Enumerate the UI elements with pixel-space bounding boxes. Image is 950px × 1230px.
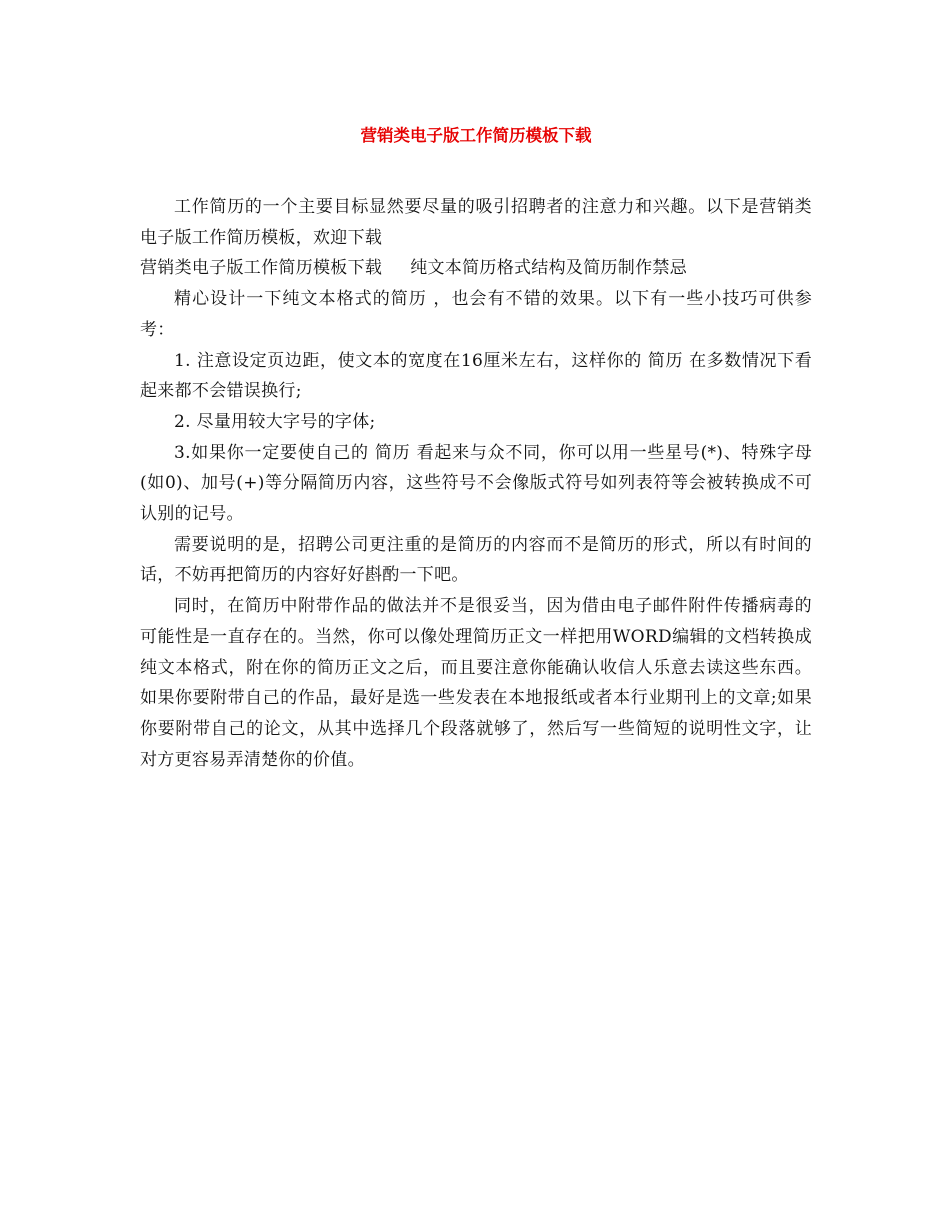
related-link-plain-text-format[interactable]: 纯文本简历格式结构及简历制作禁忌 xyxy=(410,258,688,279)
paragraph-tip-1: 1. 注意设定页边距，使文本的宽度在16厘米左右，这样你的 简历 在多数情况下看起来都不会错误换行; xyxy=(140,350,812,402)
paragraph-tip-3: 3.如果你一定要使自己的 简历 看起来与众不同，你可以用一些星号(*)、特殊字母(如0)、加号(+)等分隔简历内容，这些符号不会像版式符号如列表符等会被转换成不可认别的记号。 xyxy=(140,442,812,525)
related-links xyxy=(140,253,812,284)
related-link-template-download[interactable]: 营销类电子版工作简历模板下载 xyxy=(140,258,383,279)
intro-paragraph: 工作简历的一个主要目标显然要尽量的吸引招聘者的注意力和兴趣。以下是营销类电子版工作简历模板，欢迎下载 xyxy=(140,197,812,248)
document-body xyxy=(140,192,812,775)
paragraph-content-note: 需要说明的是，招聘公司更注重的是简历的内容而不是简历的形式，所以有时间的话，不妨再把简历的内容好好斟酌一下吧。 xyxy=(140,534,812,586)
paragraph-tips-intro: 精心设计一下纯文本格式的简历 ，也会有不错的效果。以下有一些小技巧可供参考： xyxy=(140,289,812,340)
document-title: 营销类电子版工作简历模板下载 xyxy=(360,126,592,145)
paragraph-tip-2: 2. 尽量用较大字号的字体; xyxy=(174,411,376,432)
paragraph-attachments: 同时，在简历中附带作品的做法并不是很妥当，因为借由电子邮件附件传播病毒的可能性是一直存在的。当然，你可以像处理简历正文一样把用WORD编辑的文档转换成纯文本格式，附在你的简历正文之后，而且要注意你能确认收信人乐意去读这些东西。如果你要附带自己的作品，最好是选一些发表在本地报纸或者本行业期刊上的文章;如果你要附带自己的论文，从其中选择几个段落就够了，然后写一些简短的说明性文字，让对方更容易弄清楚你的价值。 xyxy=(140,596,812,770)
